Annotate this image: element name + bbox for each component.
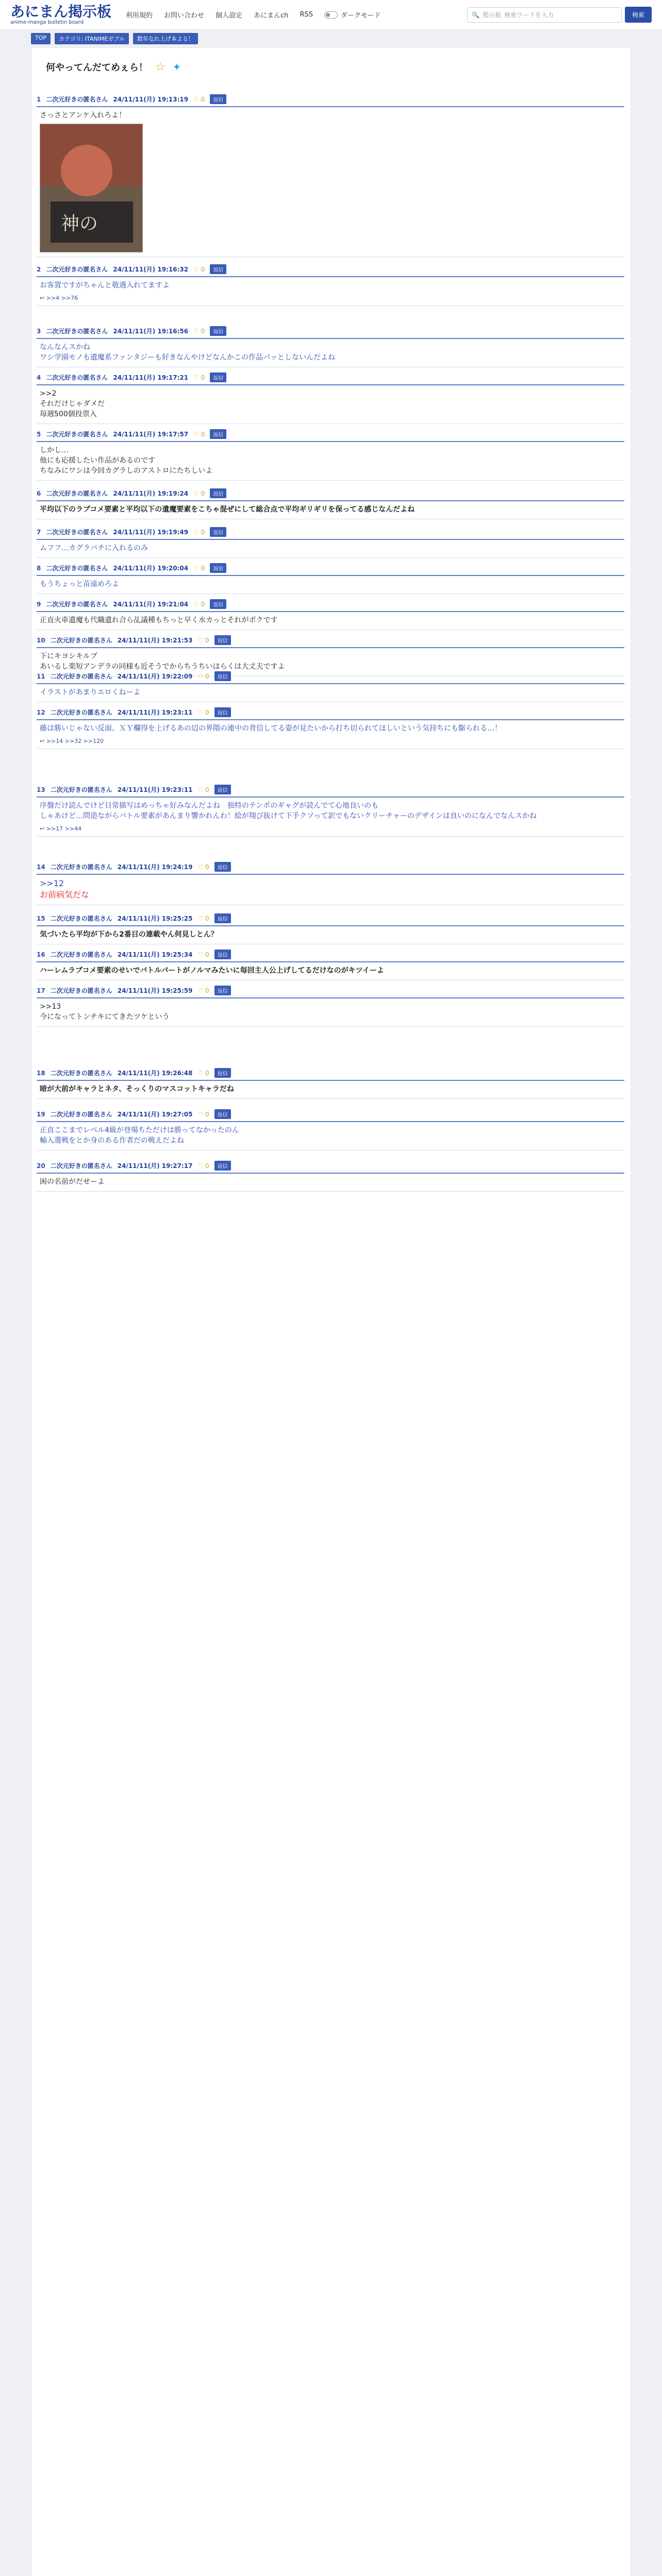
post-divider — [37, 997, 624, 998]
post-bottom-rule — [37, 480, 624, 481]
post-body: なんなんスかね ワシ学園モノも遺魔系ファンタジーも好きなんやけどなんかこの作品パッとしないんだよね — [40, 343, 336, 362]
post — [37, 264, 624, 306]
post-header — [37, 326, 624, 336]
post-date: 24/11/11(月) 19:22:09 — [117, 673, 193, 680]
site-header — [0, 0, 662, 30]
post-date: 24/11/11(月) 19:25:25 — [117, 915, 193, 922]
good-count: 0 — [201, 528, 205, 536]
good-button[interactable]: ♡ 0 — [197, 672, 209, 680]
reply-button[interactable]: 返信 — [214, 1109, 231, 1119]
post — [37, 488, 624, 519]
post-header — [37, 599, 624, 609]
poster-name: 二次元好きの匿名さん — [50, 673, 112, 680]
post-header — [37, 372, 624, 382]
post-date: 24/11/11(月) 19:23:11 — [117, 709, 193, 716]
poster-name: 二次元好きの匿名さん — [46, 266, 108, 273]
post — [37, 671, 624, 702]
good-count: 0 — [205, 636, 209, 644]
post-header — [37, 563, 624, 573]
good-count: 0 — [205, 672, 209, 680]
post-body: 平均以下のラブコメ要素と平均以下の遺魔要素をこちゃ混ぜにして総合点で平均ギリギリを保ってる感じなんだよね — [40, 505, 415, 514]
post-bottom-rule — [37, 1098, 624, 1099]
nav-settings[interactable]: 個人設定 — [216, 12, 243, 20]
post — [37, 635, 624, 676]
post-body: お客置ですがちゃんと敬遇入れてますよ — [40, 281, 170, 290]
post-body: >>13 今になってトンチキにてきたツケという — [40, 1003, 170, 1021]
good-count: 0 — [201, 430, 205, 438]
good-button[interactable]: ♡ 0 — [197, 636, 209, 644]
reply-button[interactable]: 返信 — [210, 527, 226, 537]
poster-name: 二次元好きの匿名さん — [50, 709, 112, 716]
post-body — [37, 878, 624, 901]
reply-button[interactable]: 返信 — [214, 635, 231, 645]
post-divider — [37, 106, 624, 107]
post-body: >>2 それだけじゃダメだ 毎週500個投票入 — [40, 389, 105, 418]
reply-button[interactable]: 返信 — [214, 1068, 231, 1078]
good-count: 0 — [205, 1069, 209, 1077]
crumb-thread[interactable]: 数年なれ上げ本よる！ — [133, 33, 198, 44]
reply-button[interactable]: 返信 — [210, 488, 226, 498]
logo-subtext: anime-manga bulletin board — [10, 20, 84, 25]
breadcrumb — [31, 33, 662, 44]
post-bottom-rule — [37, 557, 624, 558]
nav-rss[interactable]: RSS — [300, 11, 313, 19]
nav-terms[interactable]: 利用規約 — [126, 12, 153, 20]
good-button[interactable]: ♡ 0 — [197, 1110, 209, 1118]
post-divider — [37, 276, 624, 277]
dark-mode-toggle[interactable] — [324, 10, 380, 20]
reply-button[interactable]: 返信 — [210, 563, 226, 573]
post-header — [37, 671, 624, 681]
good-count: 0 — [201, 600, 205, 608]
good-button[interactable]: ♡ 0 — [193, 600, 205, 608]
post — [37, 950, 624, 980]
post — [37, 862, 624, 905]
poster-name: 二次元好きの匿名さん — [50, 786, 112, 793]
twitter-icon[interactable]: ✦ — [172, 61, 181, 73]
post-divider — [37, 575, 624, 576]
post-date: 24/11/11(月) 19:25:34 — [117, 951, 193, 958]
post — [37, 1161, 624, 1192]
post-date: 24/11/11(月) 19:27:17 — [117, 1162, 193, 1170]
thread-main — [31, 47, 631, 2576]
post-number[interactable]: 13 — [37, 786, 45, 793]
post-header — [37, 1109, 624, 1119]
post-body: ハーレムラブコメ要素のせいでバトルパートがノルマみたいに毎回主人公上げしてるだけなのがキツイーよ — [40, 967, 384, 975]
post-body: 正直ここまでレベル4級が登場ちただけは勝ってなかったのん 輸入選戦をとか身のある作者だの戦えだよね — [40, 1126, 239, 1145]
good-count: 0 — [201, 265, 205, 273]
search-icon: 🔍 — [471, 11, 479, 19]
post-image[interactable] — [40, 124, 143, 252]
post-header — [37, 950, 624, 959]
anchor-link[interactable]: >>12 — [40, 878, 64, 888]
poster-name: 二次元好きの匿名さん — [50, 951, 112, 958]
good-button[interactable]: ♡ 0 — [197, 1162, 209, 1170]
good-button[interactable]: ♡ 0 — [193, 528, 205, 536]
post — [37, 707, 624, 749]
post-body: 正直火車遺魔も代職遺れ合ら乩議種もちっと早く水カっとそれがポクです — [40, 616, 278, 624]
post-divider — [37, 647, 624, 648]
poster-name: 二次元好きの匿名さん — [50, 1070, 112, 1077]
red-text: お前病気だな — [40, 890, 90, 900]
post — [37, 326, 624, 367]
post-header — [37, 1068, 624, 1078]
thread-title-row — [31, 48, 631, 78]
reply-button[interactable]: 返信 — [210, 326, 226, 336]
post-number[interactable]: 8 — [37, 564, 41, 572]
good-button[interactable]: ♡ 0 — [197, 1069, 209, 1077]
reply-button[interactable]: 返信 — [214, 671, 231, 681]
post-divider — [37, 925, 624, 926]
poster-name: 二次元好きの匿名さん — [46, 529, 108, 536]
post-date: 24/11/11(月) 19:27:05 — [117, 1111, 193, 1118]
post-date: 24/11/11(月) 19:17:21 — [113, 374, 189, 381]
reply-button[interactable]: 返信 — [210, 429, 226, 439]
good-count: 0 — [205, 708, 209, 716]
post-number[interactable]: 15 — [37, 914, 45, 922]
post-date: 24/11/11(月) 19:26:48 — [117, 1070, 193, 1077]
post-body: ムフフ…カグラバチに入れるのみ — [40, 544, 148, 552]
post-header — [37, 913, 624, 923]
nav-contact[interactable]: お問い合わせ — [164, 12, 205, 20]
reply-button[interactable]: 返信 — [210, 264, 226, 274]
poster-name: 二次元好きの匿名さん — [46, 490, 108, 497]
poster-name: 二次元好きの匿名さん — [46, 374, 108, 381]
good-count: 0 — [205, 987, 209, 994]
svg-text:神の: 神の — [61, 213, 98, 234]
post-header — [37, 785, 624, 794]
post-number[interactable]: 20 — [37, 1162, 45, 1170]
post-divider — [37, 441, 624, 442]
good-button[interactable]: ♡ 0 — [197, 708, 209, 716]
reply-button[interactable]: 返信 — [210, 372, 226, 382]
toggle-switch-icon — [324, 11, 338, 19]
reply-button[interactable]: 返信 — [214, 862, 231, 872]
good-button[interactable]: ♡ 0 — [193, 564, 205, 572]
nav-animanch[interactable]: あにまんch — [254, 12, 289, 20]
post-header — [37, 986, 624, 995]
post-divider — [37, 539, 624, 540]
good-count: 0 — [205, 1110, 209, 1118]
post-number[interactable]: 2 — [37, 265, 41, 273]
post-body: 序盤だけ読んでけど日常描写はめっちゃ好みなんだよね 独特のテンポのギャグが読んでて心地良いのも しゃあけど…問造ながらバトル要素があんまり響かれんわ！絵が翔び抜けて下手クソって訳でもないクリーチャーのデザインは良いのになんでなんスかね — [40, 802, 537, 820]
post-header — [37, 429, 624, 439]
search-button[interactable]: 検索 — [625, 7, 652, 23]
post-bottom-rule — [37, 836, 624, 837]
post-divider — [37, 1080, 624, 1081]
search-scope: 掲示板 — [482, 11, 501, 19]
post-date: 24/11/11(月) 19:13:19 — [113, 96, 189, 103]
post-divider — [37, 500, 624, 501]
post-number[interactable]: 12 — [37, 708, 45, 716]
good-count: 0 — [205, 786, 209, 793]
reply-button[interactable]: 返信 — [214, 785, 231, 794]
reply-links[interactable]: ↩ >>17 >>44 — [40, 825, 82, 832]
post-body: イラストがあまりエロくねーよ — [40, 688, 141, 697]
post — [37, 785, 624, 837]
reply-button[interactable]: 返信 — [214, 913, 231, 923]
reply-links[interactable]: ↩ >>14 >>32 >>120 — [40, 738, 104, 744]
manga-cover-illustration — [40, 124, 143, 252]
good-button[interactable]: ♡ 0 — [197, 786, 209, 793]
post-divider — [37, 611, 624, 612]
post-number[interactable]: 9 — [37, 600, 41, 608]
search-placeholder: 検索ワードを入力 — [504, 11, 554, 19]
post-number[interactable]: 19 — [37, 1110, 45, 1118]
post-body: 暗が大前がキャラとネタ、そっくりのマスコットキャラだね — [40, 1085, 234, 1093]
top-nav — [126, 10, 380, 20]
post-divider — [37, 874, 624, 875]
reply-button[interactable]: 返信 — [214, 707, 231, 717]
post-date: 24/11/11(月) 19:17:57 — [113, 431, 189, 438]
crumb-category[interactable]: カテゴリ: ITANIMEガブル — [55, 33, 129, 44]
post-header — [37, 264, 624, 274]
post-number[interactable]: 17 — [37, 987, 45, 994]
search-area — [467, 7, 652, 23]
post-header — [37, 1161, 624, 1171]
reply-button[interactable]: 返信 — [210, 599, 226, 609]
post-date: 24/11/11(月) 19:21:53 — [117, 637, 193, 644]
post — [37, 1109, 624, 1150]
good-count: 0 — [205, 951, 209, 958]
poster-name: 二次元好きの匿名さん — [50, 987, 112, 994]
poster-name: 二次元好きの匿名さん — [46, 601, 108, 608]
post-divider — [37, 1121, 624, 1122]
post-divider — [37, 683, 624, 684]
good-button[interactable]: ♡ 0 — [193, 95, 205, 103]
post-number[interactable]: 18 — [37, 1069, 45, 1077]
poster-name: 二次元好きの匿名さん — [46, 431, 108, 438]
good-button[interactable]: ♡ 0 — [197, 863, 209, 871]
post-header — [37, 707, 624, 717]
good-button[interactable]: ♡ 0 — [193, 327, 205, 335]
post-divider — [37, 719, 624, 720]
post-divider — [37, 796, 624, 798]
site-logo[interactable] — [10, 4, 111, 25]
post — [37, 913, 624, 944]
post-body: しかし… 他にも応援したい作品があるのです ちなみにワシは今回カグラしのアストロにたちしいよ — [40, 446, 213, 475]
post-body: 気づいたら平均が下から2番目の連載やん何見しとん？ — [40, 930, 218, 939]
post — [37, 599, 624, 630]
post-bottom-rule — [37, 423, 624, 424]
post-body: 下にキヨシキルブ あいるし楽短アンデラの同様も近そうでからちうちいはらくは大丈夫ですよ — [40, 652, 285, 671]
reply-links[interactable]: ↩ >>4 >>76 — [40, 295, 78, 301]
crumb-top[interactable]: TOP — [31, 33, 51, 44]
good-button[interactable]: ♡ 0 — [197, 951, 209, 958]
post-number[interactable]: 6 — [37, 489, 41, 497]
post-bottom-rule — [37, 1191, 624, 1192]
post-number[interactable]: 1 — [37, 95, 41, 103]
post — [37, 94, 624, 257]
post — [37, 372, 624, 424]
good-count: 0 — [201, 564, 205, 572]
post-date: 24/11/11(月) 19:24:19 — [117, 863, 193, 871]
post-divider — [37, 338, 624, 339]
poster-name: 二次元好きの匿名さん — [46, 96, 108, 103]
poster-name: 二次元好きの匿名さん — [50, 1162, 112, 1170]
post-body: もうちょっと苗遠めろよ — [40, 580, 119, 588]
good-button[interactable]: ♡ 0 — [197, 914, 209, 922]
post-header — [37, 527, 624, 537]
post-date: 24/11/11(月) 19:19:24 — [113, 490, 189, 497]
post-body: 困の名前がだせーよ — [40, 1178, 105, 1186]
post-number[interactable]: 11 — [37, 672, 45, 680]
post-date: 24/11/11(月) 19:23:11 — [117, 786, 193, 793]
post-header — [37, 862, 624, 872]
reply-button[interactable]: 返信 — [214, 950, 231, 959]
post — [37, 563, 624, 594]
thread-title: 何やってんだてめぇら！ — [46, 62, 148, 73]
post-divider — [37, 961, 624, 962]
poster-name: 二次元好きの匿名さん — [50, 637, 112, 644]
post-date: 24/11/11(月) 19:16:32 — [113, 266, 189, 273]
post — [37, 429, 624, 481]
post-date: 24/11/11(月) 19:19:49 — [113, 529, 189, 536]
good-count: 0 — [205, 914, 209, 922]
post-header — [37, 635, 624, 645]
star-icon[interactable]: ☆ — [155, 60, 166, 74]
poster-name: 二次元好きの匿名さん — [46, 565, 108, 572]
reply-button[interactable]: 返信 — [214, 986, 231, 995]
poster-name: 二次元好きの匿名さん — [46, 328, 108, 335]
post-date: 24/11/11(月) 19:16:56 — [113, 328, 189, 335]
reply-button[interactable]: 返信 — [210, 94, 226, 104]
poster-name: 二次元好きの匿名さん — [50, 1111, 112, 1118]
post-date: 24/11/11(月) 19:25:59 — [117, 987, 193, 994]
good-button[interactable]: ♡ 0 — [193, 430, 205, 438]
post-body: さっさとアンケ入れろよ！ — [40, 111, 126, 120]
post-header — [37, 94, 624, 104]
post-header — [37, 488, 624, 498]
poster-name: 二次元好きの匿名さん — [50, 863, 112, 871]
dark-mode-label: ダークモード — [341, 12, 381, 20]
reply-button[interactable]: 返信 — [214, 1161, 231, 1171]
good-count: 0 — [205, 1162, 209, 1170]
post — [37, 1068, 624, 1099]
post-body: 藤は勝いじゃない反面、ＸＹ欄得を上げるあの辺の界隈の連中の背信してる姿が見たいから打ち切られてほしいという気持ちにも駆られる…！ — [40, 724, 502, 733]
post — [37, 527, 624, 558]
post-bottom-rule — [37, 1026, 624, 1027]
post-number[interactable]: 5 — [37, 430, 41, 438]
post-number[interactable]: 10 — [37, 636, 45, 644]
post-number[interactable]: 3 — [37, 327, 41, 335]
poster-name: 二次元好きの匿名さん — [50, 915, 112, 922]
good-button[interactable]: ♡ 0 — [193, 489, 205, 497]
post-number[interactable]: 16 — [37, 951, 45, 958]
post-divider — [37, 1173, 624, 1174]
good-count: 0 — [201, 95, 205, 103]
post-number[interactable]: 7 — [37, 528, 41, 536]
good-button[interactable]: ♡ 0 — [197, 987, 209, 994]
good-count: 0 — [201, 327, 205, 335]
good-button[interactable]: ♡ 0 — [193, 374, 205, 381]
good-count: 0 — [201, 489, 205, 497]
search-input[interactable] — [467, 7, 622, 23]
post-date: 24/11/11(月) 19:20:04 — [113, 565, 189, 572]
post-number[interactable]: 4 — [37, 374, 41, 381]
post-divider — [37, 384, 624, 385]
post-date: 24/11/11(月) 19:21:04 — [113, 601, 189, 608]
post-number[interactable]: 14 — [37, 863, 45, 871]
logo-text: あにまん掲示板 — [10, 3, 112, 20]
post — [37, 986, 624, 1027]
good-count: 0 — [201, 374, 205, 381]
good-button[interactable]: ♡ 0 — [193, 265, 205, 273]
good-count: 0 — [205, 863, 209, 871]
